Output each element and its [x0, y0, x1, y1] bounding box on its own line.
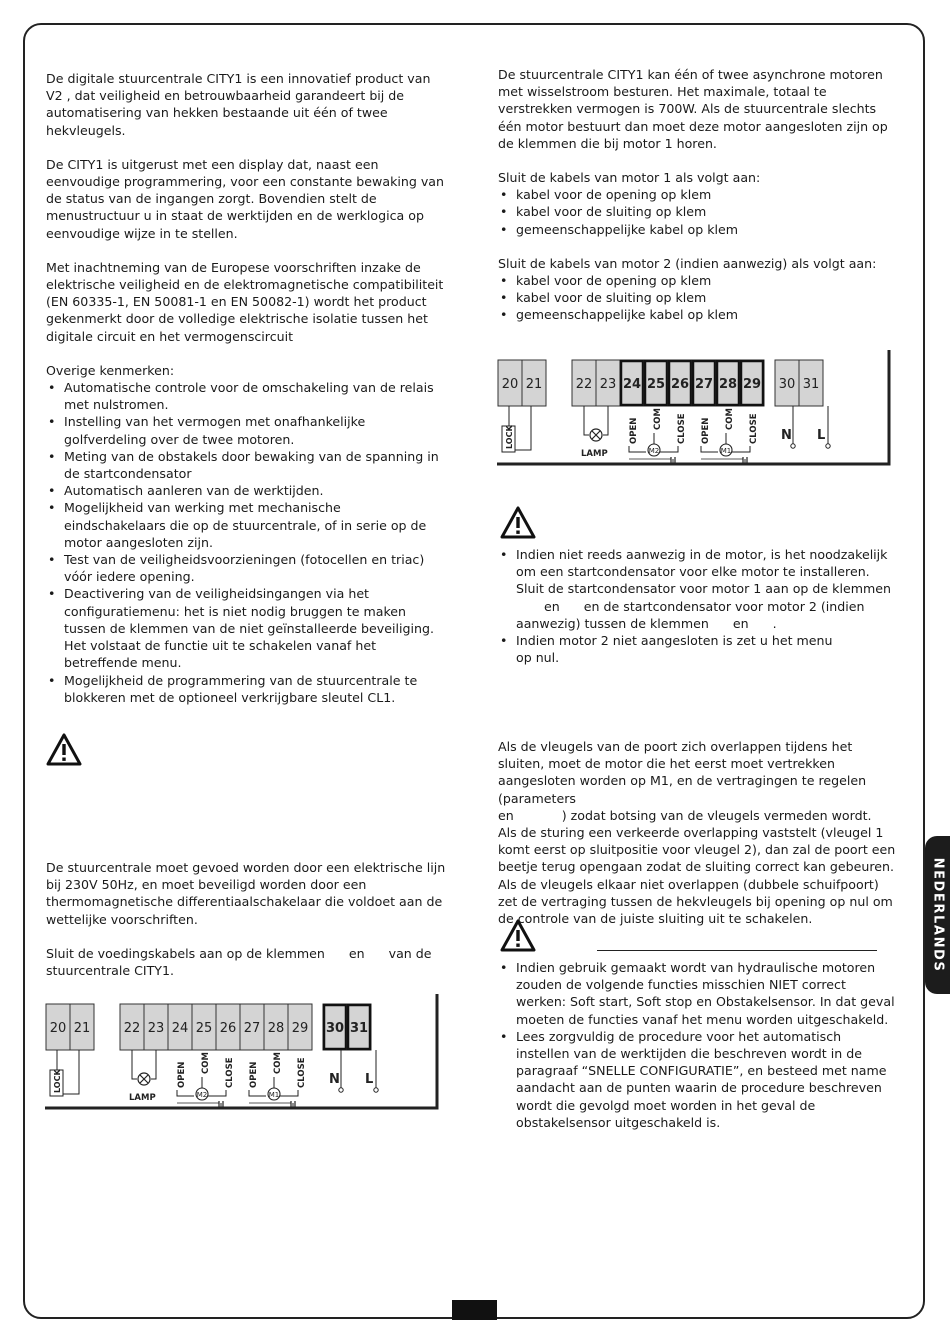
list-item: • kabel voor de sluiting op klem	[498, 203, 898, 220]
terminal-number: 22	[123, 1021, 141, 1036]
list-item: • Lees zorgvuldig de procedure voor het automatisch instellen van de werktijden die beschreven wordt in de paragraaf “SNELLE CONFIGURATIE”, en besteed met name aandacht aan de punten waarin de procedure beschreven wordt die gevolgd moet worden in het geval de obstakelsensor uitgeschakeld is.	[498, 1028, 898, 1131]
terminal-number: 23	[147, 1021, 165, 1036]
list-item: • gemeenschappelijke kabel op klem	[498, 221, 898, 238]
list-item: • Deactivering van de veiligheidsingangen via het configuratiemenu: het is niet nodig bruggen te maken tussen de klemmen van de niet geïnstalleerde beveiliging. Het volstaat de functie uit te schakelen vanaf het betreffende menu.	[46, 585, 446, 671]
power-paragraph: De stuurcentrale moet gevoed worden door een elektrische lijn bij 230V 50Hz, en moet beveiligd worden door een thermomagnetische differentiaalschakelaar die voldoet aan de wettelijke voorschriften.	[46, 860, 446, 927]
terminal-number: 31	[802, 377, 820, 392]
terminal-number: 22	[575, 377, 593, 392]
page-number-block	[452, 1300, 497, 1320]
power-connect-paragraph: Sluit de voedingskabels aan op de klemmen en van de stuurcentrale CITY1.	[46, 945, 436, 979]
motor-wire-label: COM	[653, 408, 663, 430]
hydraulic-section	[498, 959, 898, 1148]
terminal-number: 30	[778, 377, 796, 392]
neutral-label: N	[329, 1072, 340, 1087]
list-item: • Indien gebruik gemaakt wordt van hydraulische motoren zouden de volgende functies misschien NIET correct werken: Soft start, Soft stop en Obstakelsensor. In dat geval moeten de functies vanaf het menu worden uitgeschakeld.	[498, 959, 898, 1028]
motor-wire-label: CLOSE	[749, 413, 759, 444]
neutral-label: N	[781, 428, 792, 443]
list-item: • kabel voor de opening op klem	[498, 272, 898, 289]
lamp-label: LAMP	[129, 1093, 156, 1103]
line-label: L	[365, 1072, 374, 1087]
left-column	[46, 70, 446, 723]
list-item: • Automatische controle voor de omschakeling van de relais met nulstromen.	[46, 379, 446, 413]
terminal-number: 30	[325, 1021, 345, 1036]
terminal-number: 20	[501, 377, 519, 392]
list-item: • Mogelijkheid van werking met mechanische eindschakelaars die op de stuurcentrale, of in serie op de motor aangesloten zijn.	[46, 499, 446, 551]
terminal-number: 21	[73, 1021, 91, 1036]
terminal-number: 23	[599, 377, 617, 392]
motor-label: M1	[720, 447, 732, 455]
warning-icon	[500, 506, 536, 540]
motor-wire-label: COM	[201, 1052, 211, 1074]
language-tab	[925, 836, 950, 994]
terminal-number: 24	[622, 377, 642, 392]
language-label: NEDERLANDS	[930, 857, 945, 973]
terminal-number: 28	[718, 377, 738, 392]
motor-wire-label: COM	[725, 408, 735, 430]
lock-label: LOCK	[53, 1069, 62, 1093]
heading-rule	[597, 950, 877, 951]
motor1-list	[498, 186, 898, 238]
terminal-number: 29	[291, 1021, 309, 1036]
list-item: • kabel voor de sluiting op klem	[498, 289, 898, 306]
lock-label: LOCK	[505, 425, 514, 449]
motor-label: M2	[648, 447, 660, 455]
list-item: • Instelling van het vermogen met onafhankelijke golfverdeling over de twee motoren.	[46, 413, 446, 447]
line-label: L	[817, 428, 826, 443]
list-item: • gemeenschappelijke kabel op klem	[498, 306, 898, 323]
motor-label: M2	[196, 1091, 208, 1099]
motor-label: M1	[268, 1091, 280, 1099]
list-item: • Meting van de obstakels door bewaking van de spanning in de startcondensator	[46, 448, 446, 482]
list-item: • Indien motor 2 niet aangesloten is zet u het menu op nul.	[498, 632, 898, 666]
intro-paragraph: De digitale stuurcentrale CITY1 is een innovatief product van V2 , dat veiligheid en betrouwbaarheid garandeert bij de automatisering van hekken bestaande uit één of twee hekvleugels.	[46, 71, 431, 138]
list-item: • kabel voor de opening op klem	[498, 186, 898, 203]
motor2-title: Sluit de kabels van motor 2 (indien aanwezig) als volgt aan:	[498, 255, 877, 271]
terminal-number: 20	[49, 1021, 67, 1036]
right-column	[498, 66, 898, 341]
list-item: • Indien niet reeds aanwezig in de motor, is het noodzakelijk om een startcondensator voor elke motor te installeren. Sluit de startcondensator voor motor 1 aan op de klemmen en en de startcondensator voor motor 2 (indien aanwezig) tussen de klemmen en .	[498, 546, 898, 632]
motor-wire-label: CLOSE	[297, 1057, 307, 1088]
display-paragraph: De CITY1 is uitgerust met een display dat, naast een eenvoudige programmering, voor een constante bewaking van de status van de ingangen zorgt. Bovendien stelt de menustructuur u in staat de werktijden en de werklogica op eenvoudige wijze in te stellen.	[46, 156, 444, 241]
overlap-section	[498, 738, 898, 944]
motor-wire-label: OPEN	[629, 417, 639, 444]
motor-wire-label: COM	[273, 1052, 283, 1074]
list-item: • Test van de veiligheidsvoorzieningen (fotocellen en triac) vóór iedere opening.	[46, 551, 446, 585]
features-title: Overige kenmerken:	[46, 362, 175, 378]
motor-wire-label: CLOSE	[225, 1057, 235, 1088]
motor2-list	[498, 272, 898, 324]
motor-wire-label: OPEN	[249, 1061, 259, 1088]
terminal-number: 24	[171, 1021, 189, 1036]
lamp-label: LAMP	[581, 449, 608, 459]
terminal-number: 28	[267, 1021, 285, 1036]
terminal-number: 21	[525, 377, 543, 392]
list-item: • Mogelijkheid de programmering van de stuurcentrale te blokkeren met de optioneel verkrijgbare sleutel CL1.	[46, 672, 446, 706]
terminal-diagram-motors	[497, 348, 892, 468]
motor-wire-label: OPEN	[177, 1061, 187, 1088]
norms-paragraph: Met inachtneming van de Europese voorschriften inzake de elektrische veiligheid en de elektromagnetische compatibiliteit (EN 60335-1, EN 50081-1 en EN 50082-1) wordt het product gekenmerkt door de volledige elektrische isolatie tussen het digitale circuit en het vermogenscircuit	[46, 259, 444, 344]
capacitor-section	[498, 546, 898, 683]
list-item: • Automatisch aanleren van de werktijden.	[46, 482, 446, 499]
capacitor-list	[498, 546, 898, 666]
motor1-title: Sluit de kabels van motor 1 als volgt aan:	[498, 170, 761, 186]
features-list	[46, 379, 446, 706]
motor-wire-label: OPEN	[701, 417, 711, 444]
terminal-number: 26	[219, 1021, 237, 1036]
terminal-number: 27	[243, 1021, 261, 1036]
motors-paragraph: De stuurcentrale CITY1 kan één of twee asynchrone motoren met wisselstroom besturen. Het maximale, totaal te verstrekken vermogen is 700W. Als de stuurcentrale slechts één motor bestuurt dan moet deze motor aangesloten zijn op de klemmen die bij motor 1 horen.	[498, 67, 888, 151]
overlap-paragraph: Als de vleugels van de poort zich overlappen tijdens het sluiten, moet de motor die het eerst moet vertrekken aangesloten worden op M1, en de vertragingen te regelen (parameters en ) zodat botsing van de vleugels vermeden wordt. Als de sturing een verkeerde overlapping vaststelt (vleugel 1 komt eerst op sluitpositie voor vleugel 2), dan zal de poort een beetje terug opengaan zodat de sluiting correct kan gebeuren. Als de vleugels elkaar niet overlappen (dubbele schuifpoort) zet de vertraging tussen de hekvleugels bij opening op nul om de controle van de juiste sluiting uit te schakelen.	[498, 739, 896, 927]
warning-icon	[500, 919, 536, 953]
warning-icon	[46, 733, 82, 767]
terminal-number: 31	[349, 1021, 369, 1036]
terminal-number: 26	[670, 377, 690, 392]
hydraulic-list	[498, 959, 898, 1131]
terminal-number: 27	[694, 377, 714, 392]
power-section	[46, 859, 446, 996]
motor-wire-label: CLOSE	[677, 413, 687, 444]
terminal-number: 25	[195, 1021, 213, 1036]
terminal-number: 29	[742, 377, 762, 392]
terminal-diagram-power	[45, 992, 440, 1112]
terminal-number: 25	[646, 377, 666, 392]
